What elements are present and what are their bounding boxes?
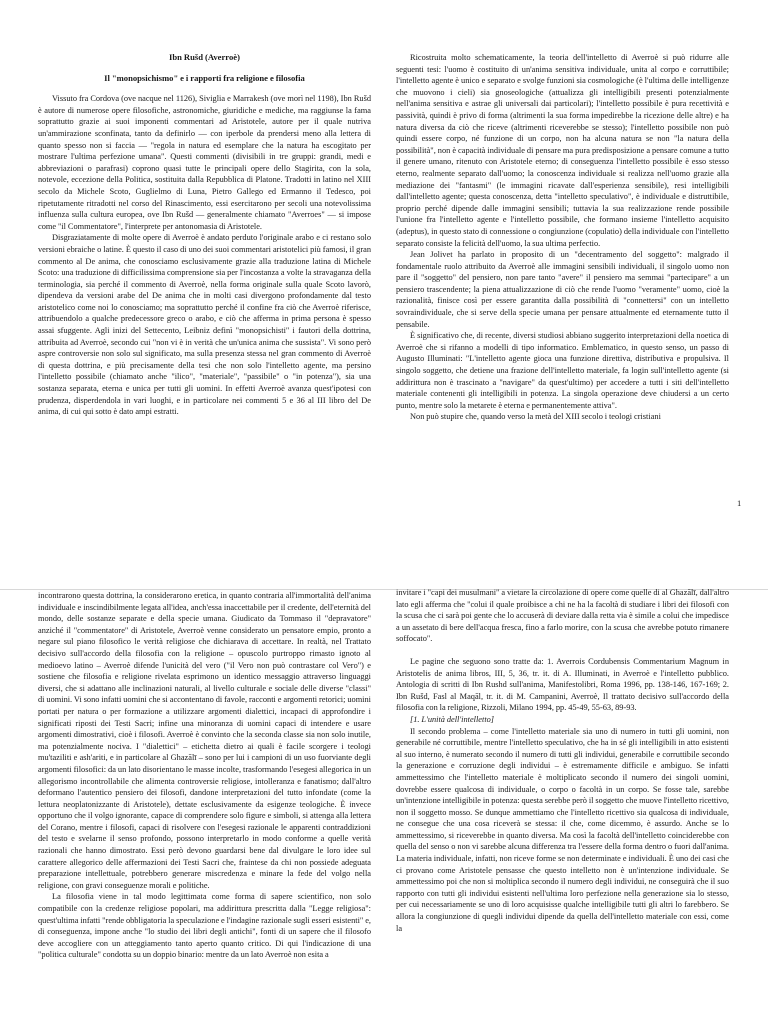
paragraph: Ricostruita molto schematicamente, la teoria dell'intelletto di Averroè si può ridurre alle seguenti tesi: l'uomo è costituito di un'anima sensitiva individuale, unita al corpo e corruttibile; l'intelletto agente è unico e separato e svolge funzioni sia cosmologiche (è l'ultima delle intelligenze che muovono i cieli) sia gnoseologiche (attualizza gli intelligibili presenti potenzialmente nell'anima sensitiva e astrae gli universali dai particolari); l'intelletto possibile è pura recettività e passività, quindi è privo di forma (altrimenti la sua forma impedirebbe la ricezione delle altre) e ha natura diversa da ciò che riceve (altrimenti riceverebbe se stesso); l'intelletto possibile non può quindi essere corpo, né funzione di un corpo, non ha alcuna natura se non "la natura della possibilità", non è capacità individuale di pensare ma pura predisposizione a pensare comune a tutto il genere umano, ritenuto con Aristotele eterno; di conseguenza l'intelletto possibile è esso stesso eterno, realmente separato dall'uomo; la conoscenza individuale si realizza nell'uomo grazie alla mediazione dei "fantasmi" (le immagini ricavate dall'esperienza sensibile), resi intelligibili dall'intelletto agente; questa conoscenza, detta "intelletto speculativo", è individuale e distruttibile, proprio perché dipende dalle immagini sensibili; tuttavia la sua realizzazione rende possibile l'unione fra l'intelletto agente e l'intelletto possibile, che formano insieme l'intelletto acquisito (adeptus), in questo stato di connessione o congiunzione (copulatio) della individuale con l'intelletto separato consiste la felicità dell'uomo, la sua ultima perfectio. [396,53,729,248]
page2-left-column [38,590,371,961]
paragraph: incontrarono questa dottrina, la considerarono eretica, in quanto contraria all'immortalità dell'anima individuale e inscindibilmente legata all'idea, anch'essa inaccettabile per il credente, dell'eternità del mondo, delle sostanze separate e della specie umana. Giudicato da Tommaso il "depravatore" anziché il "commentatore" di Aristotele, Averroè venne considerato un pensatore empio, pronto a negare sul piano filosofico le verità religiose che dichiarava di accettare. In realtà, nel Trattato decisivo sull'accordo della filosofia con la religione – opuscolo purtroppo rimasto ignoto al medioevo latino – Averroè difende l'unicità del vero ("il Vero non può contrastare col Vero") e sostiene che filosofia e religione rivelata esprimono un identico messaggio attraverso linguaggi diversi, che si adattano alle inclinazioni naturali, al livello culturale e sociale delle diverse "classi" di uomini. Vi sono infatti uomini che si accontentano di favole, racconti e argomenti retorici; uomini portati per natura o per formazione a utilizzare argomenti dialettici, incapaci di approfondire i significati riposti dei Testi Sacri; infine una minoranza di uomini capaci di intendere e usare argomenti dimostrativi, cioè i filosofi. Averroè è convinto che la seconda classe sia non solo inutile, ma potenzialmente nociva. I "dialettici" – etichetta dietro ai quali è facile scorgere i teologi mu'taziliti e ash'ariti, e in particolare al Ghazālī – sono per lui i campioni di un uso fuorviante degli argomenti filosofici: da un lato disorientano le masse incolte, trasformando l'esegesi allegorica in un allegorismo incontrollabile che alimenta controversie religiose, intolleranza e fanatismo; dall'altro deformano l'autentico pensiero dei filosofi, dandone interpretazioni del tutto infondate (come la lettura neoplatonizzante di Aristotele), dettate esclusivamente da esigenze teologiche. È invece opportuno che il volgo ignorante, capace di comprendere solo figure e simboli, si attenga alla lettera del Corano, mentre i filosofi, capaci di risolvere con l'esegesi razionale le apparenti contraddizioni del testo e svelarne il senso profondo, possono interpretarlo in modo conforme a quelle verità razionali che hanno dimostrato. Essi però devono guardarsi bene dal divulgare le loro idee sul carattere allegorico delle affermazioni dei Testi Sacri che, fraintese da chi non possiede adeguata preparazione intellettuale, potrebbero generare miscredenza e minare la fede del volgo nella religione, con gravi conseguenze morali e politiche. [38,591,371,890]
paragraph: La filosofia viene in tal modo legittimata come forma di sapere scientifico, non solo compatibile con la credenze religiose popolari, ma addirittura prescritta dalla "Legge religiosa": quest'ultima infatti "rende obbligatoria la speculazione e l'indagine razionale sugli esseri esistenti" e, di conseguenza, impone anche "lo studio dei libri degli antichi", fonti di un sapere che il filosofo deve accogliere con un atteggiamento tanto aperto quanto critico. Di qui l'indicazione di una "politica culturale" condotta su un doppio binario: mentre da un lato Averroè non esita a [38,892,371,960]
page-2 [0,590,768,1024]
paragraph: invitare i "capi dei musulmani" a vietare la circolazione di opere come quelle di al Ghazālī, dall'altro lato egli afferma che "colui il quale proibisce a chi ne ha la facoltà di studiare i libri dei filosofi con la scusa che ci sarà poi gente che lo accuserà di deviare dalla retta via è simile a colui che impedisce a un assetato di bere dell'acqua fresca, fino a farlo morire, con la scusa che avrebbe potuto rimanere soffocato". [396,588,729,644]
page-number: 1 [737,498,742,508]
paragraph: È significativo che, di recente, diversi studiosi abbiano suggerito interpretazioni della noetica di Averroè che si rifanno a modelli di tipo informatico. Emblematico, in questo senso, un passo di Augusto Illuminati: "L'intelletto agente gioca una funzione direttiva, distributiva e propulsiva. Il singolo soggetto, che detiene una frazione dell'intelletto materiale, fa login sull'intelletto agente (si addirittura non è trascinato a "navigare" da quest'ultimo) per accedere a tutti i siti dell'intelletto materiale contenenti gli intelligibili in potenza. La singola operazione deve chiudersi a un certo punto, mentre solo la metarete è eterna e permanentemente attiva". [396,331,729,410]
page2-right-column [396,587,729,934]
paragraph: Disgraziatamente di molte opere di Averroè è andato perduto l'originale arabo e ci restano solo versioni ebraiche o latine. È questo il caso di uno dei suoi commentari aristotelici più famosi, il gran commento al De anima, che conosciamo esclusivamente grazie alla traduzione latina di Michele Scoto: una traduzione di difficilissima comprensione sia per l'incostanza a volte la stravaganza della terminologia, sia perché il commento di Averroè, nella forma originale sulla quale Scoto lavorò, dipendeva da versioni arabe del De anima che in molti casi divergono profondamente dal testo aristotelico come noi lo conosciamo; ma soprattutto perché il confine fra ciò che Averroè riferisce, attribuendolo a qualche predecessore greco o arabo, e ciò che afferma in prima persona è spesso assai sfuggente. Agli inizi del Settecento, Leibniz definì "monopsichisti" i fautori della dottrina, attribuita ad Averroè, secondo cui "non vi è in verità che un'unica anima che sussista". Vi sono però aspre controversie non solo sul significato, ma sulla presenza stessa nel gran commento di Averroè di questa dottrina, e più precisamente della tesi che non solo l'intelletto agente, ma persino l'intelletto possibile (chiamato anche "ilico", "materiale", "passibile" o "in potenza"), sia una sostanza separata, eterna e unica per tutti gli uomini. In effetti Averroè avanza quest'ipotesi con prudenza, disperdendola in vari luoghi, e in particolare nei commenti 5 e 36 al III libro del De anima, di cui qui sotto è dato ampi estratti. [38,233,371,417]
paragraph: Non può stupire che, quando verso la metà del XIII secolo i teologi cristiani [410,412,661,422]
page1-left-column [38,52,371,418]
paragraph: Il secondo problema – come l'intelletto materiale sia uno di numero in tutti gli uomini, non generabile né corruttibile, mentre l'intelletto speculativo, che ha in sé gli intelligibili in atto esistenti al suo interno, è numerato secondo il numero di tutti gli individui, generabile e corruttibile secondo la generazione e corruzione degli individui – è estremamente difficile e ambiguo. Se infatti ammettessimo che l'intelletto materiale è moltiplicato secondo il numero dei singoli uomini, dovrebbe essere qualcosa di individuale, o corpo o facoltà in un corpo. Se fosse tale, sarebbe un'intenzione intelligibile in potenza: questa serebbe però il soggetto che muove l'intelletto ricettivo, non il soggetto mosso. Se dunque ammettiamo che l'intelletto ricettivo sia qualcosa di individuale, ne consegue che una cosa riceverà se stessa: il che, come dicemmo, è assurdo. Anche se lo ammettessimo, si riceverebbe in quanto diversa. Ma così la facoltà dell'intelletto coinciderebbe con quella del senso o non vi sarebbe alcuna differenza tra l'essere della forma dentro o fuori dall'anima. La materia individuale, infatti, non riceve forme se non determinate e individuali. È uno dei casi che ci provano come Aristotele pensasse che questo intelletto non è un'intenzione individuale. Se ammettessimo poi che non si moltiplica secondo il numero degli individui, ne conseguirà che il suo rapporto con tutti gli individui esistenti nell'ultima loro perfezione nella generazione sia lo stesso, per cui necessariamente se uno di loro acquisisse qualche intelligibile tutti gli altri lo farebbero. Se allora la congiunzione di quegli individui dipende da quella dell'intelletto materiale con essi, come la [396,726,729,933]
section-heading: [1. L'unità dell'intelletto] [410,714,495,724]
page1-right-column [396,52,729,423]
document-subtitle: Il "monopsichismo" e i rapporti fra religione e filosofia [104,72,305,83]
paragraph: Jean Jolivet ha parlato in proposito di un "decentramento del soggetto": malgrado il fondamentale ruolo attribuito da Averroè alle immagini sensibili individuali, il singolo uomo non pare il "soggetto" del pensiero, non pare tanto "avere" il pensiero ma semmai "partecipare" a un pensiero trascendente; la piena attualizzazione di ciò che rende l'uomo "veramente" uomo, cioè la razionalità, finisce così per essere garantita dalla possibilità di "connettersi" con un intelletto sovraindividuale, che si serve della specie umana per pensare attualmente ed eternamente tutto il pensabile. [396,250,729,329]
paragraph: Vissuto fra Cordova (ove nacque nel 1126), Siviglia e Marrakesh (ove morì nel 1198), Ibn Rušd è autore di numerose opere filosofiche, astronomiche, giuridiche e mediche, ma raggiunse la fama soprattutto grazie ai suoi imponenti commentari ad Aristotele, autore per il quale nutriva un'ammirazione sconfinata, tanto da definirlo — con iperbole da prendersi meno alla lettera di quanto spesso non si faccia — "regola in natura ed esemplare che la natura ha escogitato per mostrare l'ultima perfezione umana". Questi commenti (divisibili in tre gruppi: grandi, medi e abbreviazioni o parafrasi) coprono quasi tutte le principali opere dello Stagirita, con la sola, notevole, eccezione della Politica, sostituita dalla Repubblica di Platone. Tradotti in latino nel XIII secolo da Michele Scoto, Guglielmo di Luna, Pietro Gallego ed Ermanno il Tedesco, poi ripetutamente ritradotti nel corso del Rinascimento, essi esercitarono per secoli una notevolissima influenza sulla cultura europea, ove Ibn Rušd — generalmente chiamato "Averroes" — si impose come "il Commentatore", l'interprete per antonomasia di Aristotele. [38,94,371,231]
document-title: Ibn Rušd (Averroè) [169,52,240,62]
sources-note: Le pagine che seguono sono tratte da: 1. Averrois Cordubensis Commentarium Magnum in Aristotelis de anima libros, III, 5, 36, tr. it. di A. Illuminati, in Averroè e l'intelletto pubblico. Antologia di scritti di Ibn Rushd sull'anima, Manifestolibri, Roma 1996, pp. 138-146, 167-169; 2. Ibn Rušd, Fasl al Maqāl, tr. it. di M. Campanini, Averroè, Il trattato decisivo sull'accordo della filosofia con la religione, Rizzoli, Milano 1994, pp. 45-49, 55-63, 89-93. [396,656,729,713]
